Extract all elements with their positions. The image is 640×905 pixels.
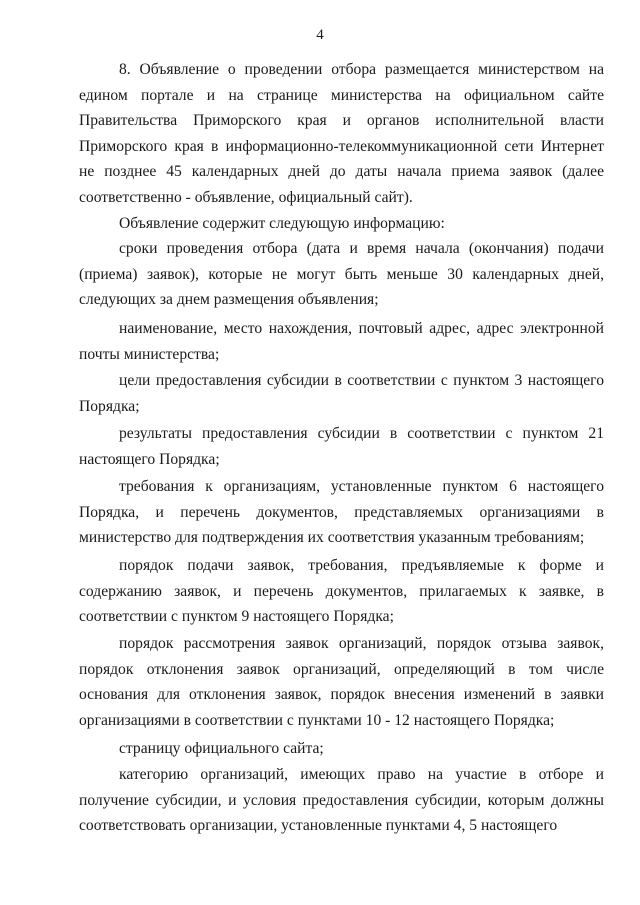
paragraph-subsidy-results: результаты предоставления субсидии в соответствии с пунктом 21 настоящего Порядка;: [79, 425, 604, 468]
paragraph-review-procedure: порядок рассмотрения заявок организаций, порядок отзыва заявок, порядок отклонения заявок организаций, определяющий в том числе основания для отклонения заявок, порядок внесения изменений в заявки организациями в соответствии с пунктами 10 - 12 настоящего Порядка;: [79, 635, 604, 729]
paragraph-application-procedure: порядок подачи заявок, требования, предъявляемые к форме и содержанию заявок, и перечень документов, прилагаемых к заявке, в соответствии с пунктом 9 настоящего Порядка;: [79, 557, 604, 625]
paragraph-ministry-contacts: наименование, место нахождения, почтовый адрес, адрес электронной почты министерства;: [79, 320, 604, 363]
paragraph-organization-category: категорию организаций, имеющих право на участие в отборе и получение субсидии, и условия предоставления субсидии, которым должны соответствовать организации, установленные пунктами 4, 5 настоящего: [79, 766, 604, 834]
page-number: 4: [316, 27, 324, 43]
paragraph-selection-dates: сроки проведения отбора (дата и время начала (окончания) подачи (приема) заявок), которые не могут быть меньше 30 календарных дней, следующих за днем размещения объявления;: [79, 240, 604, 308]
paragraph-8-announcement: 8. Объявление о проведении отбора размещается министерством на едином портале и на странице министерства на официальном сайте Правительства Приморского края и органов исполнительной власти Приморского края в информационно-телекоммуникационной сети Интернет не позднее 45 календарных дней до даты начала приема заявок (далее соответственно - объявление, официальный сайт).: [79, 61, 604, 206]
paragraph-organization-requirements: требования к организациям, установленные пунктом 6 настоящего Порядка, и перечень документов, представляемых организациями в министерство для подтверждения их соответствия указанным требованиям;: [79, 478, 604, 546]
paragraph-subsidy-goals: цели предоставления субсидии в соответствии с пунктом 3 настоящего Порядка;: [79, 372, 604, 415]
paragraph-announcement-contents: Объявление содержит следующую информацию:: [119, 215, 445, 232]
paragraph-website-page: страницу официального сайта;: [119, 740, 324, 757]
